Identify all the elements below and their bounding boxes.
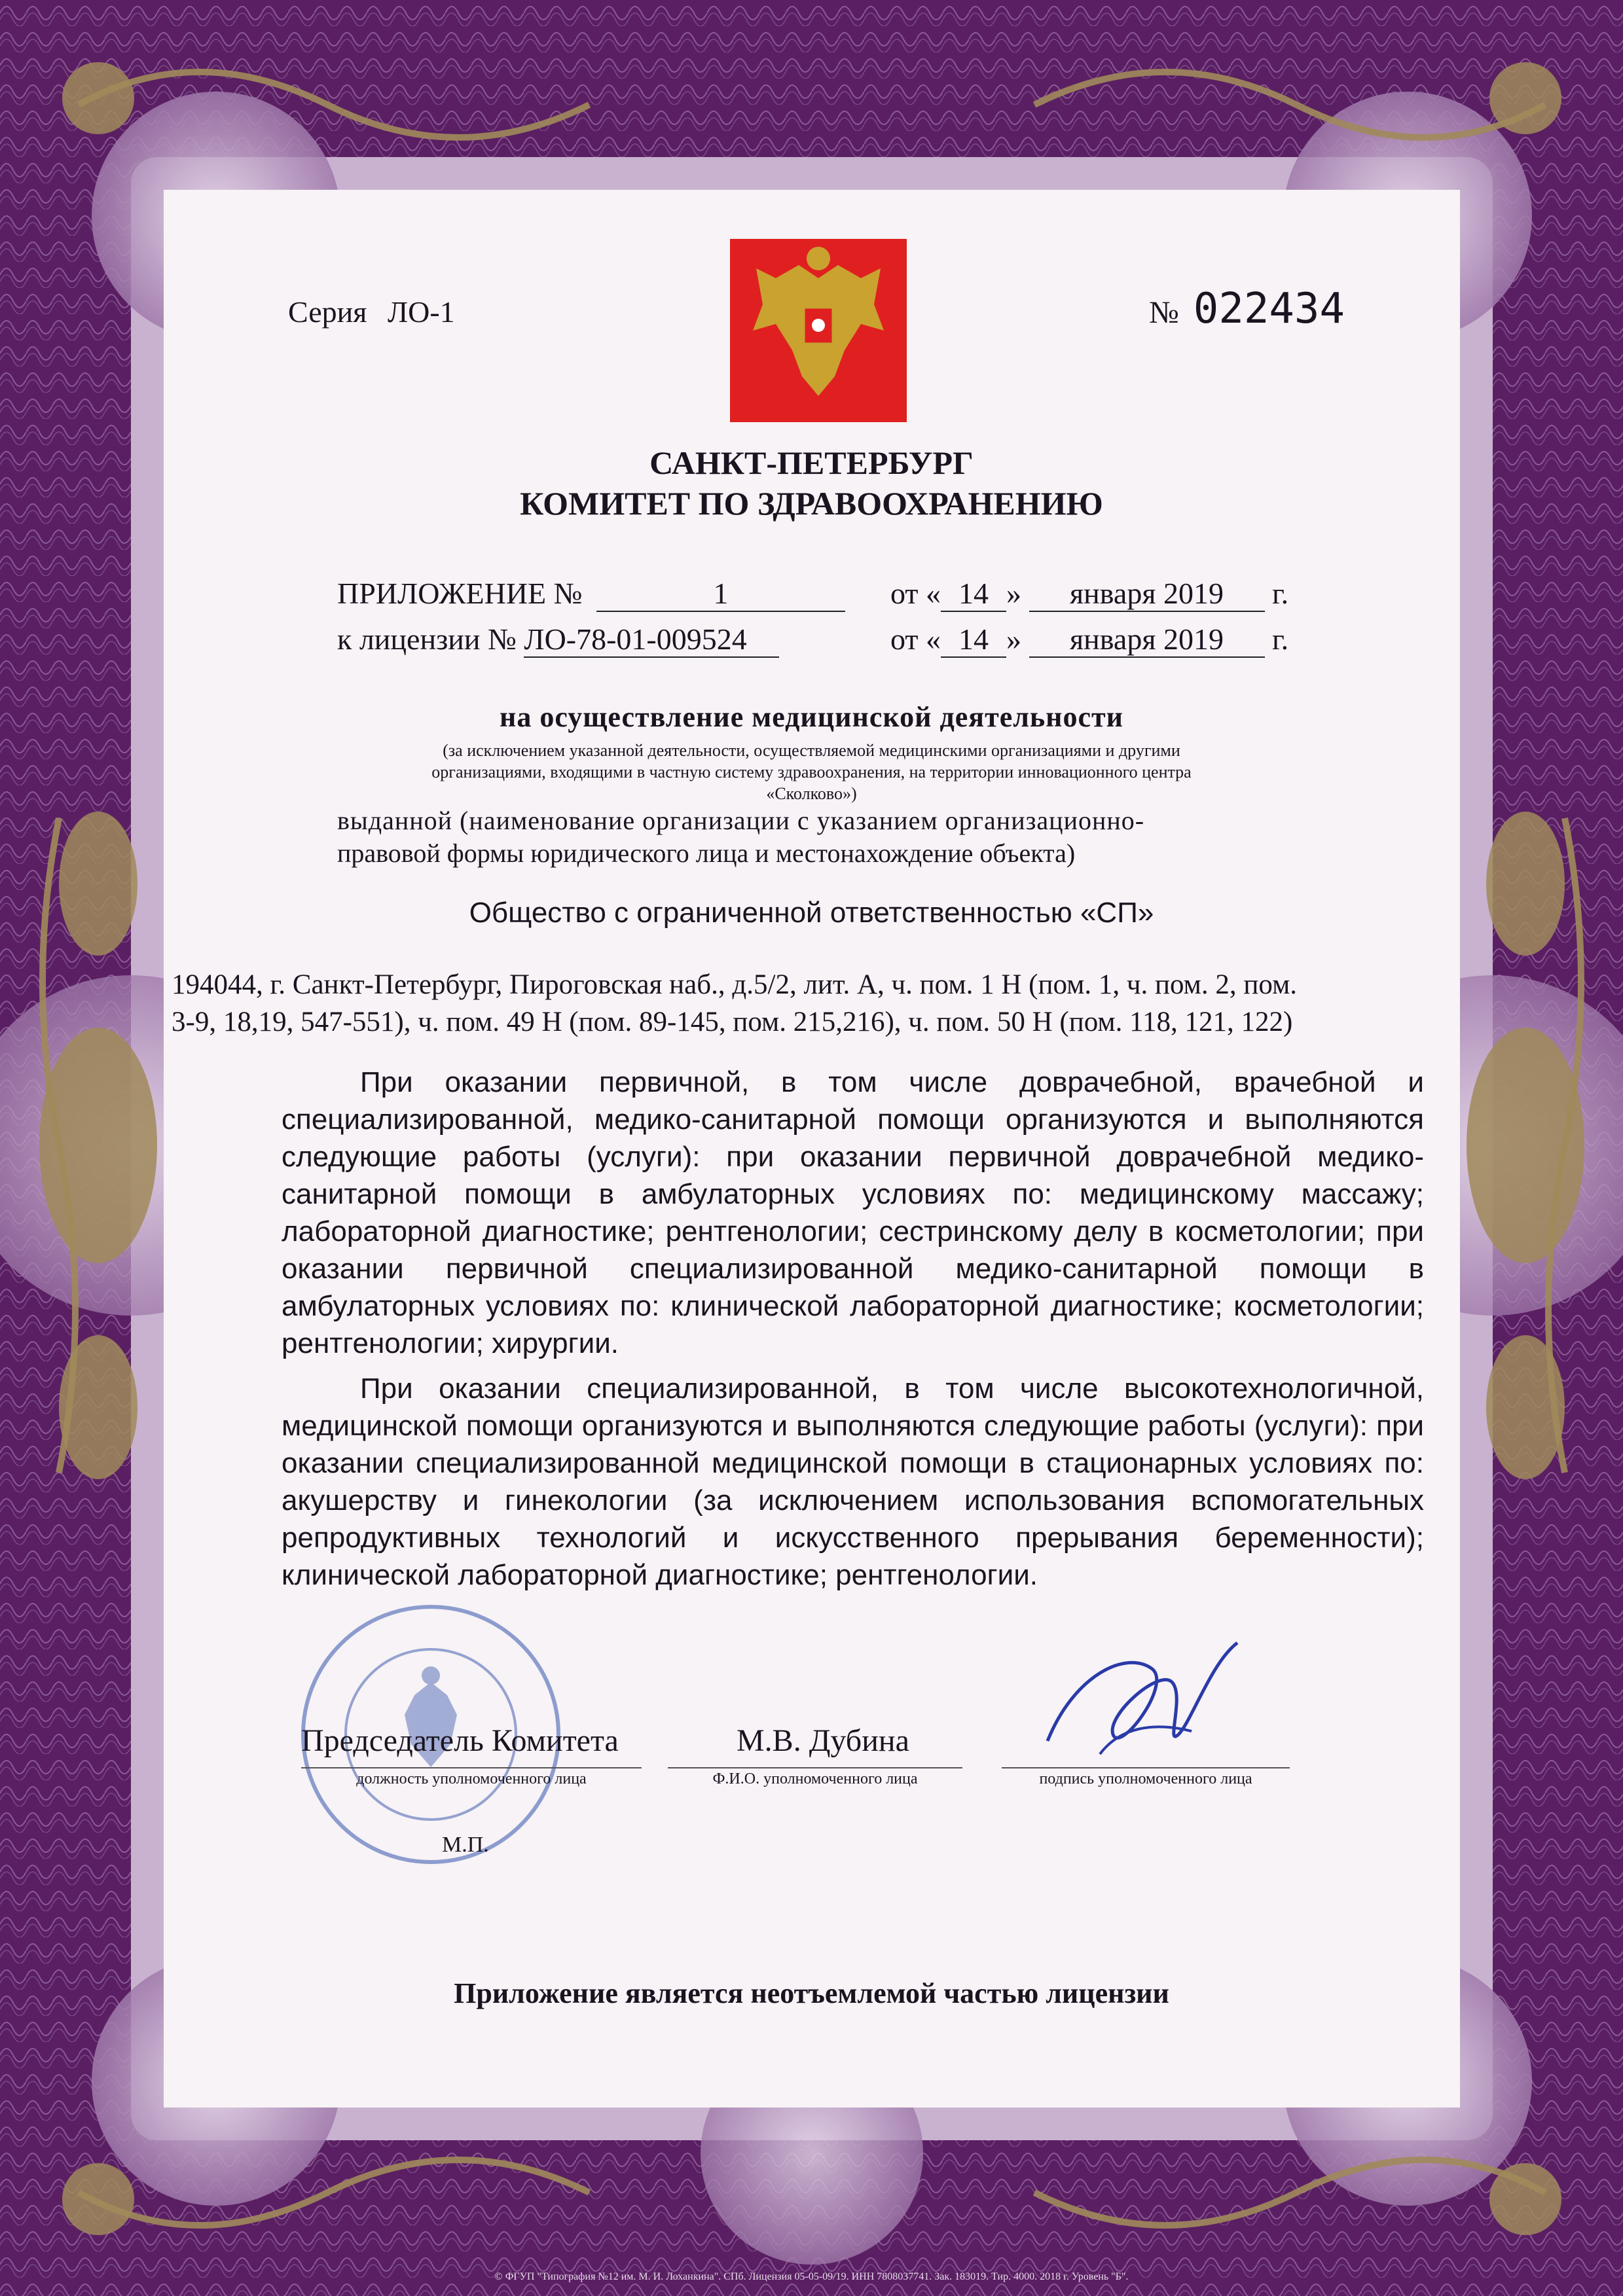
organization-address-line2: 3-9, 18,19, 547-551), ч. пом. 49 Н (пом. 89-145, пом. 215,216), ч. пом. 50 Н (пом. 118, 121, 122) xyxy=(172,1007,1293,1037)
issued-line1: выданной (наименование организации с указанием организационно- xyxy=(337,806,1145,835)
appendix-year-suffix: г. xyxy=(1272,577,1289,610)
appendix-day: 14 xyxy=(941,576,1006,612)
number-label: № xyxy=(1149,295,1179,330)
services-paragraph-1: При оказании первичной, в том числе доврачебной, врачебной и специализированной, медико-санитарной помощи организуются и выполняются следующие работы (услуги): при оказании первичной доврачебной медико-санитарной помощи в амбулаторных условиях по: медицинскому массажу; лабораторной диагностике; рентгенологии; сестринскому делу в косметологии; при оказании первичной специализированной медико-санитарной помощи в амбулаторных условиях по: клинической лабораторной диагностике; косметологии; рентгенологии; хирургии. xyxy=(282,1066,1424,1359)
signature-caption: подпись уполномоченного лица xyxy=(1039,1770,1252,1787)
position-caption: должность уполномоченного лица xyxy=(356,1770,587,1787)
footer-note: Приложение является неотъемлемой частью лицензии xyxy=(454,1977,1169,2009)
city-heading: САНКТ-ПЕТЕРБУРГ xyxy=(649,444,974,481)
services-text xyxy=(282,1064,1424,1594)
activity-note-line3: «Сколково») xyxy=(766,784,857,803)
appendix-number: 1 xyxy=(596,576,845,612)
blank-number: 022434 xyxy=(1193,285,1345,333)
committee-heading: КОМИТЕТ ПО ЗДРАВООХРАНЕНИЮ xyxy=(520,485,1103,522)
appendix-date-mid: » xyxy=(1006,577,1021,610)
signatory-name: М.В. Дубина xyxy=(737,1723,909,1758)
stamp-place-label: М.П. xyxy=(442,1833,489,1857)
activity-title: на осуществление медицинской деятельности xyxy=(499,701,1124,733)
license-date-prefix: от « xyxy=(890,622,941,656)
license-day: 14 xyxy=(941,622,1006,658)
license-label: к лицензии № xyxy=(337,622,517,656)
printer-imprint: © ФГУП "Типография №12 им. М. И. Лоханкина". СПб. Лицензия 05-05-09/19. ИНН 7808037741. Зак. 183019. Тир. 4000. 2018 г. Уровень "Б". xyxy=(494,2271,1129,2282)
organization-address-line1: 194044, г. Санкт-Петербург, Пироговская наб., д.5/2, лит. А, ч. пом. 1 Н (пом. 1, ч. пом. 2, пом. xyxy=(172,969,1298,1000)
license-month-year: января 2019 xyxy=(1029,622,1265,658)
appendix-label: ПРИЛОЖЕНИЕ № xyxy=(337,577,583,610)
organization-name: Общество с ограниченной ответственностью «СП» xyxy=(469,897,1154,929)
coat-of-arms-icon xyxy=(730,239,907,422)
activity-note-line2: организациями, входящими в частную систему здравоохранения, на территории инновационного центра xyxy=(431,762,1192,781)
services-paragraph-2: При оказании специализированной, в том числе высокотехнологичной, медицинской помощи организуются и выполняются следующие работы (услуги): при оказании специализированной медицинской помощи в стационарных условиях по: акушерству и гинекологии (за исключением использования вспомогательных репродуктивных технологий и искусственного прерывания беременности); клинической лабораторной диагностике; рентгенологии. xyxy=(282,1372,1424,1591)
activity-note-line1: (за исключением указанной деятельности, осуществляемой медицинскими организациями и другими xyxy=(443,741,1180,760)
issued-line2: правовой формы юридического лица и местонахождение объекта) xyxy=(337,838,1076,868)
handwritten-signature-icon xyxy=(1021,1623,1270,1780)
license-date-mid: » xyxy=(1006,622,1021,656)
appendix-date-prefix: от « xyxy=(890,577,941,610)
appendix-month-year: января 2019 xyxy=(1029,576,1265,612)
license-year-suffix: г. xyxy=(1272,622,1289,656)
series-label: Серия xyxy=(288,295,367,329)
name-caption: Ф.И.О. уполномоченного лица xyxy=(712,1770,918,1787)
license-number: ЛО-78-01-009524 xyxy=(524,622,779,658)
series-value: ЛО-1 xyxy=(387,295,455,329)
signatory-position: Председатель Комитета xyxy=(301,1723,619,1758)
